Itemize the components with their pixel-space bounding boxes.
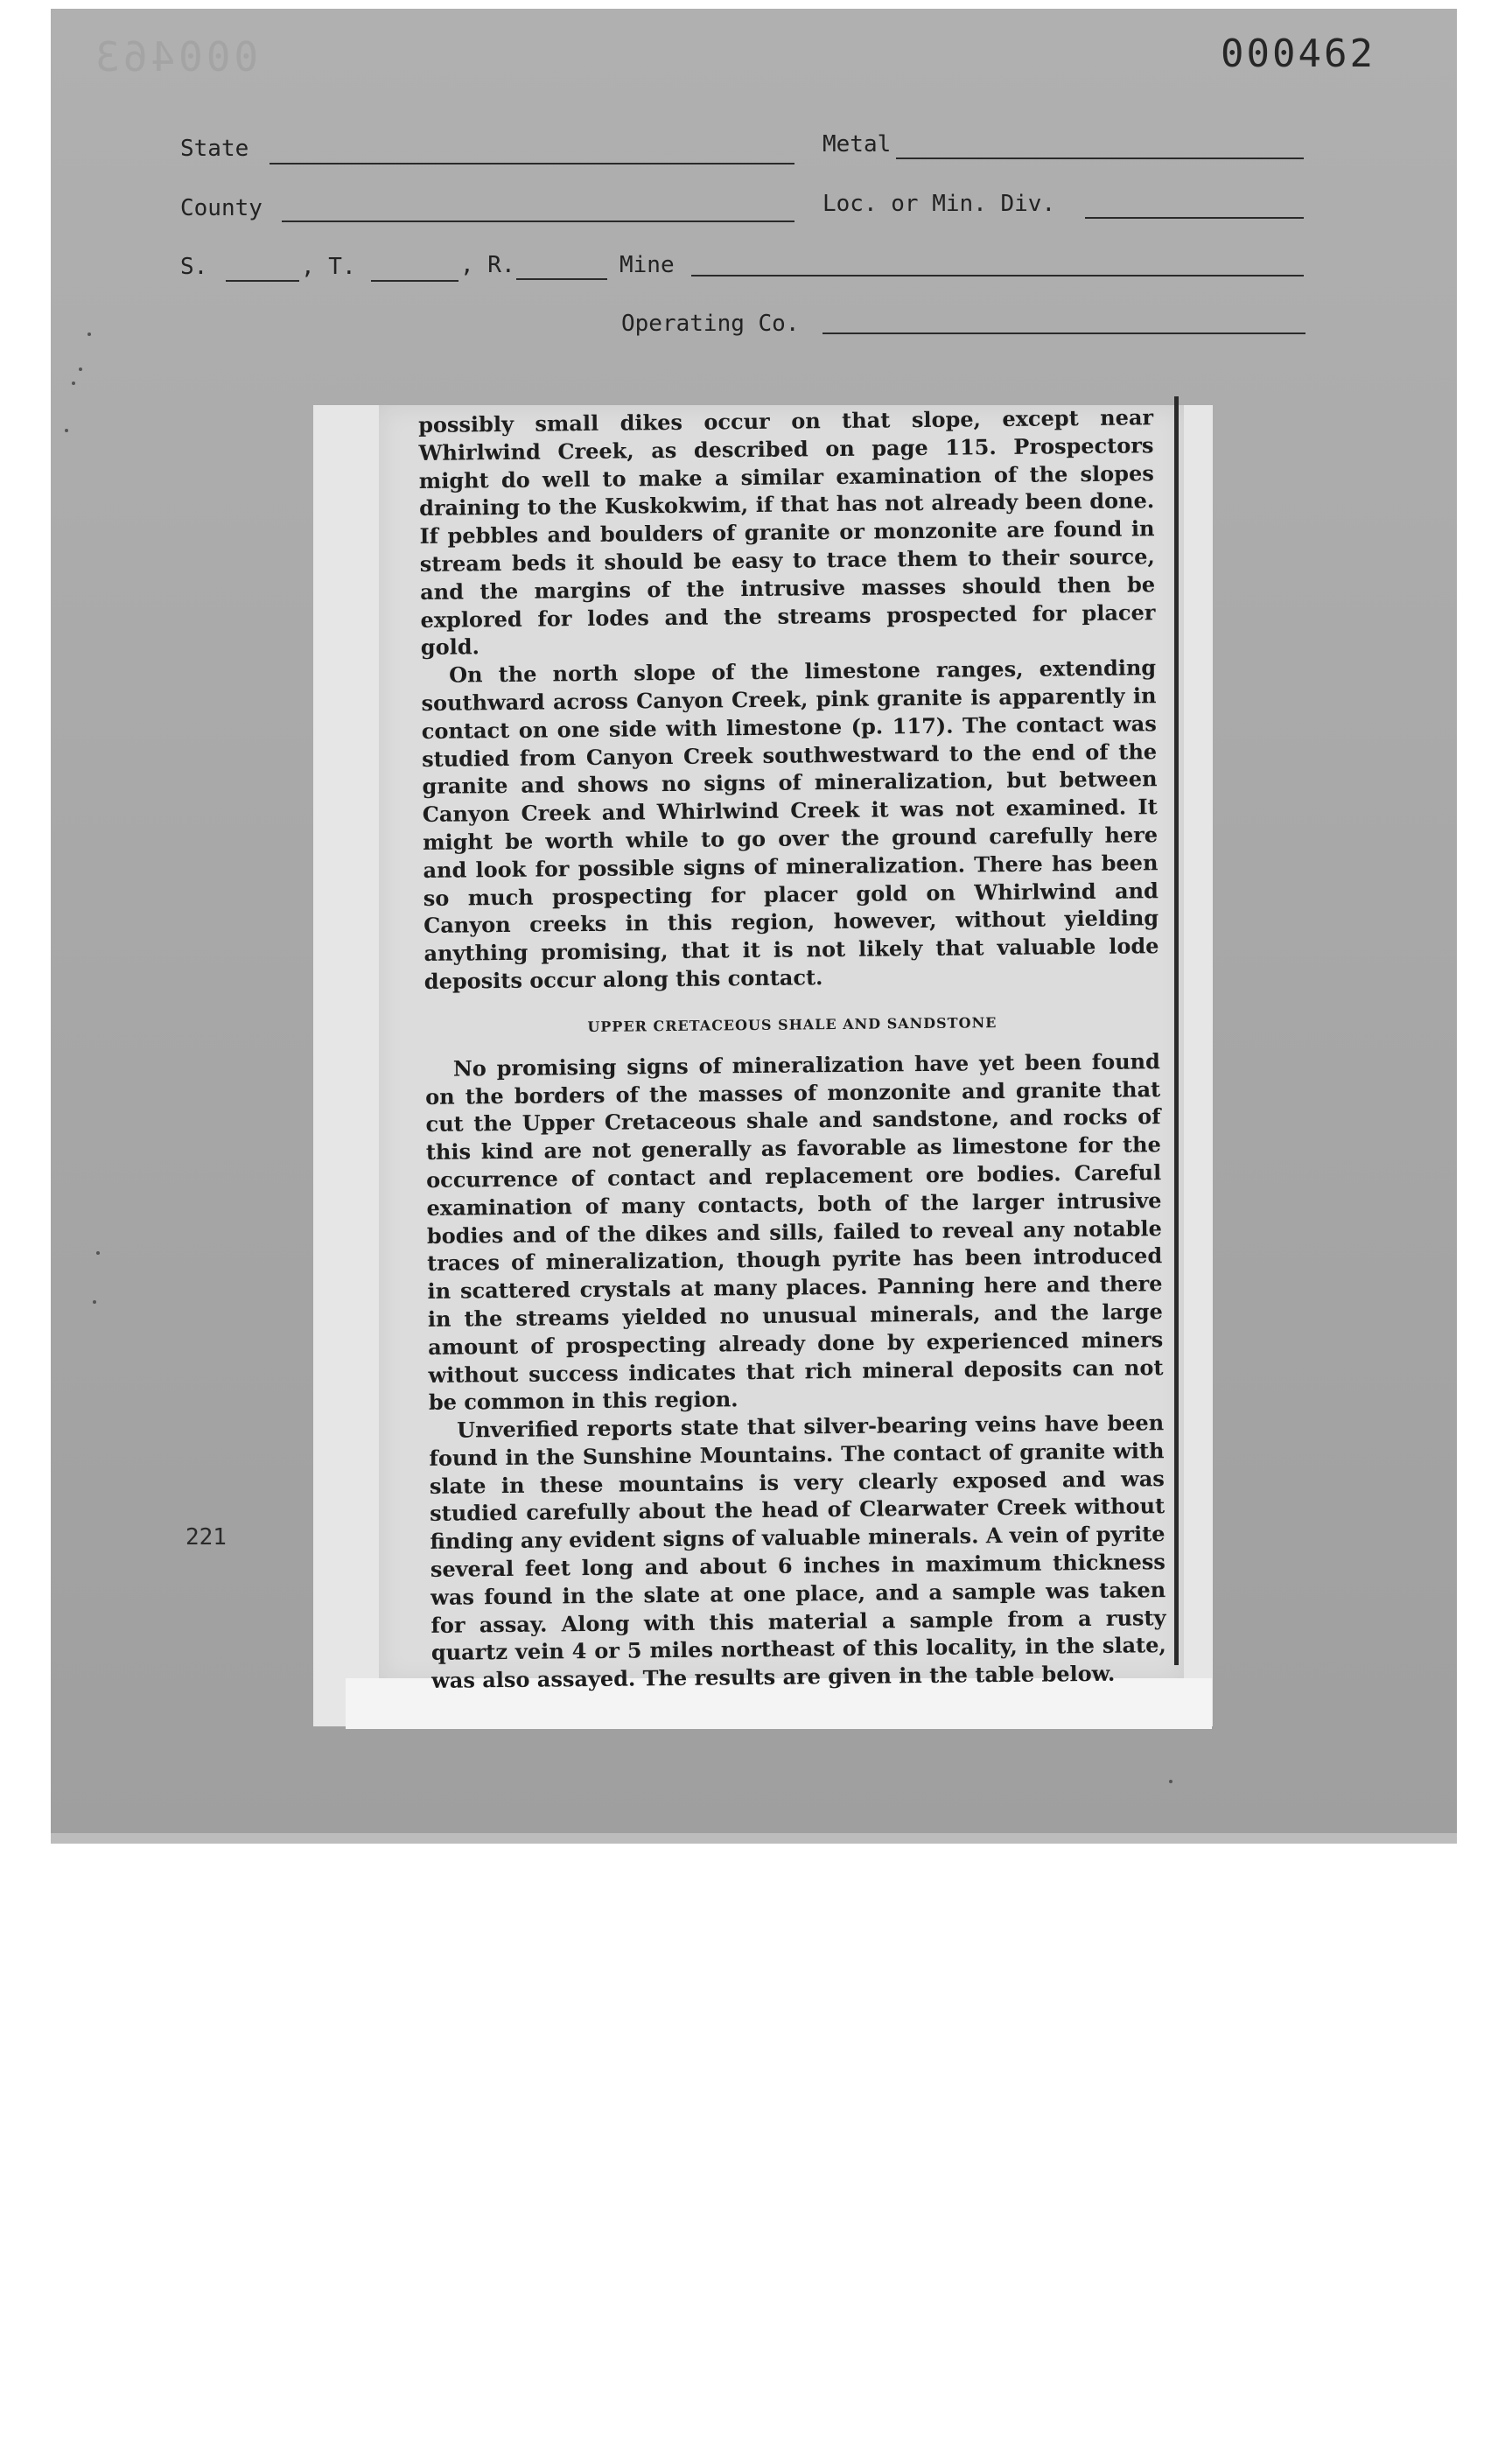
loc-field-line[interactable]: [1085, 217, 1304, 219]
range-label: , R.: [460, 252, 515, 278]
state-label: State: [180, 136, 249, 162]
state-field-line[interactable]: [270, 163, 794, 164]
operating-co-field-line[interactable]: [822, 332, 1306, 334]
document-number: 000462: [1221, 32, 1376, 76]
metal-label: Metal: [822, 131, 892, 158]
ghost-document-number: 000463: [92, 33, 259, 80]
speck: [65, 429, 68, 432]
township-label: , T.: [301, 254, 356, 280]
county-label: County: [180, 195, 262, 221]
paragraph: possibly small dikes occur on that slope, except near Whirlwind Creek, as described on page 115. Prospectors might do well to make a similar examination of the slopes draining to the Kuskokwim, if that has not already been done. If pebbles and boulders of granite or monzonite are found in stream beds it should be easy to trace them to their source, and the margins of the intrusive masses should then be explored for lodes and the streams prospected for placer gold.: [418, 404, 1156, 661]
paragraph: No promising signs of mineralization have yet been found on the borders of the masses of monzonite and granite that cut the Upper Cretaceous shale and sandstone, and rocks of this kind are not generally as favorable as limestone for the occurrence of contact and replacement ore bodies. Careful examination of many contacts, both of the larger intrusive bodies and of the dikes and sills, failed to reveal any notable traces of mineralization, though pyrite has been introduced in scattered crystals at many places. Panning here and there in the streams yielded no unusual minerals, and the large amount of prospecting already done by experienced miners without success indicates that rich mineral deposits can not be common in this region.: [425, 1047, 1164, 1416]
clipping-dark-edge: [1174, 396, 1179, 1665]
speck: [96, 1251, 100, 1255]
paragraph: Unverified reports state that silver-bearing veins have been found in the Sunshine Mountains. The contact of granite with slate in these mountains is very clearly exposed and was studied carefully about the head of Clearwater Creek without finding any evident signs of valuable minerals. A vein of pyrite several feet long and about 6 inches in maximum thickness was found in the slate at one place, and a sample was taken for assay. Along with this material a sample from a rusty quartz vein 4 or 5 miles northeast of this locality, in the slate, was also assayed. The results are given in the table below.: [429, 1410, 1166, 1694]
paragraph: On the north slope of the limestone ranges, extending southward across Canyon Creek, pink granite is apparently in contact on one side with limestone (p. 117). The contact was studied from Canyon Creek southwestward to the end of the granite and shows no signs of mineralization, but between Canyon Creek and Whirlwind Creek it was not examined. It might be worth while to go over the ground carefully here and look for possible signs of mineralization. There has been so much prospecting for placer gold on Whirlwind and Canyon creeks in this region, however, without yielding anything promising, that it is not likely that valuable lode deposits occur along this contact.: [421, 654, 1159, 994]
mine-label: Mine: [620, 252, 675, 278]
mine-field-line[interactable]: [691, 275, 1304, 276]
section-heading: UPPER CRETACEOUS SHALE AND SANDSTONE: [587, 1013, 998, 1035]
speck: [1169, 1780, 1172, 1783]
speck: [93, 1300, 96, 1304]
township-field-line[interactable]: [371, 280, 458, 282]
speck: [79, 368, 82, 371]
metal-field-line[interactable]: [896, 158, 1304, 159]
speck: [72, 382, 75, 385]
county-field-line[interactable]: [282, 220, 794, 222]
range-field-line[interactable]: [516, 278, 607, 280]
card-bottom-edge: [51, 1833, 1457, 1844]
section-label: S.: [180, 254, 208, 280]
section-field-line[interactable]: [226, 280, 299, 282]
speck: [88, 332, 91, 336]
clipping-text: [418, 403, 1166, 1695]
operating-co-label: Operating Co.: [621, 311, 800, 337]
loc-label: Loc. or Min. Div.: [822, 191, 1056, 217]
page-number: 221: [186, 1524, 227, 1550]
